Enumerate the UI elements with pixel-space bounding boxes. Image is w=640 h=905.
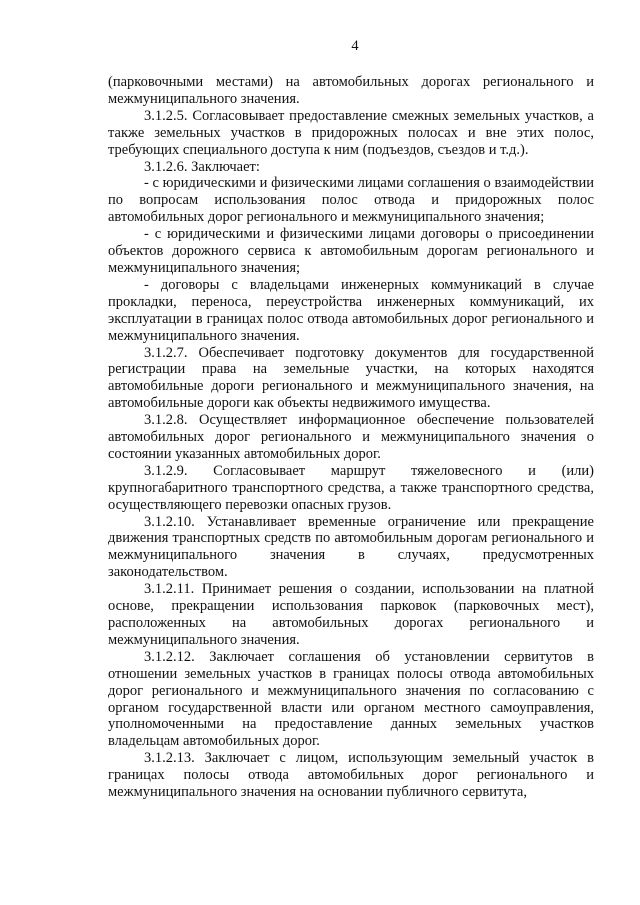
document-body — [108, 74, 594, 801]
paragraph: 3.1.2.7. Обеспечивает подготовку документов для государственной регистрации права на земельные участки, на которых находятся автомобильные дороги регионального и межмуниципального значения, на автомобильные дороги как объекты недвижимого имущества. — [108, 344, 594, 412]
paragraph: - с юридическими и физическими лицами договоры о присоединении объектов дорожного сервиса к автомобильным дорогам регионального и межмуниципального значения; — [108, 226, 594, 276]
paragraph: 3.1.2.6. Заключает: — [144, 158, 260, 175]
paragraph: 3.1.2.12. Заключает соглашения об установлении сервитутов в отношении земельных участков в границах полосы отвода автомобильных дорог регионального и межмуниципального значения по согласованию с органом государственной власти или органом местного самоуправления, уполномоченными на предоставление данных земельных участков владельцам автомобильных дорог. — [108, 648, 594, 750]
page-number: 4 — [351, 38, 359, 54]
paragraph: - договоры с владельцами инженерных коммуникаций в случае прокладки, переноса, переустройства инженерных коммуникаций, их эксплуатации в границах полос отвода автомобильных дорог регионального и межмуниципального значения. — [108, 276, 594, 344]
paragraph: - с юридическими и физическими лицами соглашения о взаимодействии по вопросам использования полос отвода и придорожных полос автомобильных дорог регионального и межмуниципального значения; — [108, 175, 594, 226]
paragraph: 3.1.2.5. Согласовывает предоставление смежных земельных участков, а также земельных участков в придорожных полосах и вне этих полос, требующих специального доступа к ним (подъездов, съездов и т.д.). — [108, 107, 594, 158]
paragraph: 3.1.2.13. Заключает с лицом, использующим земельный участок в границах полосы отвода автомобильных дорог регионального и межмуниципального значения на основании публичного сервитута, — [108, 750, 594, 801]
paragraph: (парковочными местами) на автомобильных дорогах регионального и межмуниципального значения. — [108, 74, 594, 107]
paragraph: 3.1.2.10. Устанавливает временные ограничение или прекращение движения транспортных средств по автомобильным дорогам регионального и межмуниципального значения в случаях, предусмотренных законодательством. — [108, 513, 594, 581]
paragraph: 3.1.2.8. Осуществляет информационное обеспечение пользователей автомобильных дорог регионального и межмуниципального значения о состоянии указанных автомобильных дорог. — [108, 412, 594, 462]
paragraph: 3.1.2.9. Согласовывает маршрут тяжеловесного и (или) крупногабаритного транспортного средства, а также транспортного средства, осуществляющего перевозки опасных грузов. — [108, 462, 594, 513]
paragraph: 3.1.2.11. Принимает решения о создании, использовании на платной основе, прекращении использования парковок (парковочных мест), расположенных на автомобильных дорогах регионального и межмуниципального значения. — [108, 581, 594, 648]
